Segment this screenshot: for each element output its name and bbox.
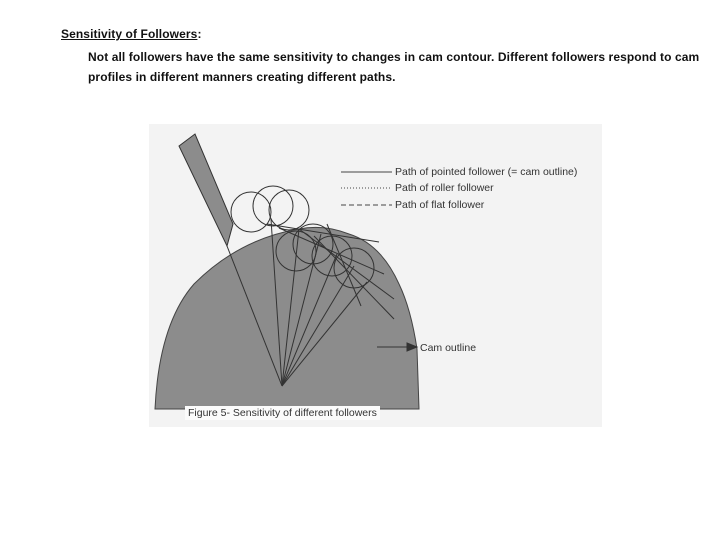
- cam-body: [155, 227, 419, 409]
- legend-roller: Path of roller follower: [395, 182, 494, 194]
- section-heading: [61, 27, 202, 41]
- cam-outline-label: Cam outline: [420, 342, 477, 354]
- body-paragraph: Not all followers have the same sensitivity to changes in cam contour. Different followers respond to cam profiles in different manners creating different paths.: [88, 50, 700, 84]
- section-heading-title: Sensitivity of Followers: [61, 27, 198, 41]
- follower-figure: [149, 124, 602, 427]
- legend-flat: Path of flat follower: [395, 199, 485, 211]
- section-heading-colon: :: [197, 27, 202, 41]
- pointed-follower: [179, 134, 233, 246]
- follower-diagram: [149, 124, 602, 427]
- figure-caption: Figure 5- Sensitivity of different followers: [185, 406, 380, 420]
- legend: [341, 172, 392, 205]
- legend-pointed: Path of pointed follower (= cam outline): [395, 166, 578, 178]
